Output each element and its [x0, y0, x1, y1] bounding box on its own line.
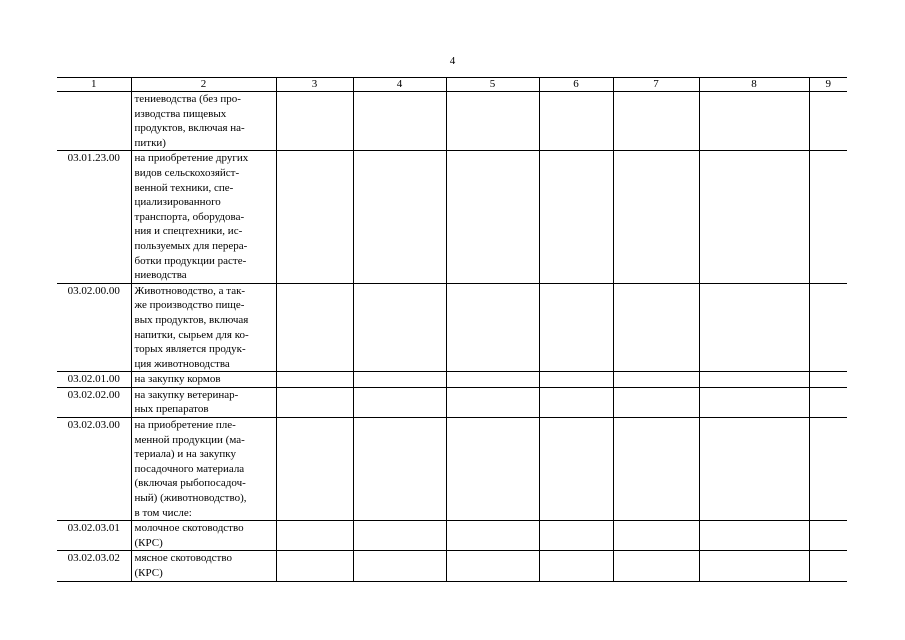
- table-row: [57, 372, 847, 388]
- description-line: на закупку ветеринар-: [134, 388, 239, 401]
- row-description: [131, 551, 276, 581]
- table-row: [57, 521, 847, 551]
- description-line: тениеводства (без про-: [134, 93, 241, 105]
- description-line: ный) (животноводство),: [134, 492, 247, 505]
- empty-cell-col-7: [613, 551, 699, 581]
- row-code: 03.01.23.00: [57, 151, 131, 283]
- row-description: [131, 372, 276, 388]
- empty-cell-col-7: [613, 521, 699, 551]
- empty-cell-col-9: [809, 372, 847, 388]
- empty-cell-col-9: [809, 418, 847, 521]
- column-number-8: 8: [699, 78, 809, 92]
- description-line: венной техники, спе-: [134, 181, 234, 194]
- empty-cell-col-8: [699, 283, 809, 372]
- description-line: ных препаратов: [134, 403, 209, 416]
- empty-cell-col-3: [276, 92, 353, 151]
- row-description: [131, 151, 276, 283]
- empty-cell-col-7: [613, 92, 699, 151]
- table-row: [57, 151, 847, 283]
- row-code: 03.02.00.00: [57, 283, 131, 372]
- row-code: 03.02.03.02: [57, 551, 131, 581]
- empty-cell-col-5: [446, 521, 539, 551]
- empty-cell-col-9: [809, 92, 847, 151]
- row-code: 03.02.03.00: [57, 418, 131, 521]
- empty-cell-col-6: [539, 283, 613, 372]
- description-line: пользуемых для перера-: [134, 239, 248, 252]
- row-code: [57, 92, 131, 151]
- row-description: [131, 92, 276, 151]
- empty-cell-col-5: [446, 283, 539, 372]
- empty-cell-col-7: [613, 387, 699, 417]
- table-body: [57, 92, 847, 582]
- column-number-6: 6: [539, 78, 613, 92]
- empty-cell-col-6: [539, 521, 613, 551]
- description-line: в том числе:: [134, 506, 192, 519]
- empty-cell-col-6: [539, 372, 613, 388]
- description-line: молочное скотоводство: [134, 522, 244, 535]
- empty-cell-col-8: [699, 521, 809, 551]
- description-line: ния и спецтехники, ис-: [134, 225, 243, 238]
- description-line: (КРС): [134, 567, 163, 579]
- empty-cell-col-8: [699, 92, 809, 151]
- empty-cell-col-9: [809, 283, 847, 372]
- row-description: [131, 521, 276, 551]
- empty-cell-col-3: [276, 521, 353, 551]
- empty-cell-col-3: [276, 418, 353, 521]
- empty-cell-col-9: [809, 521, 847, 551]
- table-row: [57, 92, 847, 151]
- description-line: мясное скотоводство: [134, 552, 232, 565]
- description-line: териала) и на закупку: [134, 448, 236, 461]
- column-number-7: 7: [613, 78, 699, 92]
- column-number-4: 4: [353, 78, 446, 92]
- empty-cell-col-7: [613, 418, 699, 521]
- column-number-1: 1: [57, 78, 131, 92]
- description-line: транспорта, оборудова-: [134, 210, 245, 223]
- empty-cell-col-9: [809, 387, 847, 417]
- empty-cell-col-4: [353, 372, 446, 388]
- empty-cell-col-5: [446, 418, 539, 521]
- empty-cell-col-3: [276, 283, 353, 372]
- empty-cell-col-6: [539, 387, 613, 417]
- description-line: продуктов, включая на-: [134, 122, 245, 135]
- description-line: напитки, сырьем для ко-: [134, 328, 249, 341]
- table-row: [57, 551, 847, 581]
- description-line: ция животноводства: [134, 357, 230, 370]
- description-line: ботки продукции расте-: [134, 254, 247, 267]
- description-line: на приобретение других: [134, 152, 249, 165]
- empty-cell-col-8: [699, 372, 809, 388]
- budget-classification-table: [57, 77, 847, 582]
- empty-cell-col-4: [353, 551, 446, 581]
- empty-cell-col-4: [353, 521, 446, 551]
- description-line: торых является продук-: [134, 343, 246, 356]
- row-description: [131, 283, 276, 372]
- description-line: (КРС): [134, 536, 163, 549]
- description-line: изводства пищевых: [134, 107, 227, 120]
- row-description: [131, 418, 276, 521]
- empty-cell-col-4: [353, 92, 446, 151]
- description-line: менной продукции (ма-: [134, 433, 245, 446]
- empty-cell-col-5: [446, 151, 539, 283]
- table-row: [57, 283, 847, 372]
- empty-cell-col-6: [539, 551, 613, 581]
- column-number-9: 9: [809, 78, 847, 92]
- column-number-5: 5: [446, 78, 539, 92]
- description-line: питки): [134, 136, 166, 149]
- column-number-row: [57, 78, 847, 92]
- description-line: вых продуктов, включая: [134, 313, 249, 326]
- empty-cell-col-7: [613, 372, 699, 388]
- empty-cell-col-3: [276, 151, 353, 283]
- description-line: же производство пище-: [134, 299, 245, 312]
- empty-cell-col-7: [613, 283, 699, 372]
- empty-cell-col-8: [699, 551, 809, 581]
- empty-cell-col-9: [809, 151, 847, 283]
- description-line: Животноводство, а так-: [134, 284, 246, 297]
- row-code: 03.02.03.01: [57, 521, 131, 551]
- empty-cell-col-5: [446, 551, 539, 581]
- empty-cell-col-3: [276, 372, 353, 388]
- description-line: (включая рыбопосадоч-: [134, 477, 246, 490]
- description-line: видов сельскохозяйст-: [134, 166, 240, 179]
- empty-cell-col-4: [353, 151, 446, 283]
- empty-cell-col-6: [539, 151, 613, 283]
- table-row: [57, 418, 847, 521]
- empty-cell-col-3: [276, 387, 353, 417]
- empty-cell-col-4: [353, 387, 446, 417]
- empty-cell-col-5: [446, 387, 539, 417]
- row-description: [131, 387, 276, 417]
- column-number-2: 2: [131, 78, 276, 92]
- empty-cell-col-8: [699, 387, 809, 417]
- description-line: ниеводства: [134, 269, 187, 282]
- page-number: 4: [449, 55, 456, 67]
- table-row: [57, 387, 847, 417]
- description-line: на закупку кормов: [134, 373, 221, 386]
- description-line: на приобретение пле-: [134, 419, 236, 432]
- empty-cell-col-3: [276, 551, 353, 581]
- empty-cell-col-5: [446, 92, 539, 151]
- description-line: циализированного: [134, 196, 221, 209]
- row-code: 03.02.02.00: [57, 387, 131, 417]
- empty-cell-col-4: [353, 283, 446, 372]
- empty-cell-col-8: [699, 151, 809, 283]
- empty-cell-col-9: [809, 551, 847, 581]
- empty-cell-col-5: [446, 372, 539, 388]
- empty-cell-col-6: [539, 92, 613, 151]
- empty-cell-col-7: [613, 151, 699, 283]
- column-number-3: 3: [276, 78, 353, 92]
- empty-cell-col-6: [539, 418, 613, 521]
- description-line: посадочного материала: [134, 462, 245, 475]
- row-code: 03.02.01.00: [57, 372, 131, 388]
- empty-cell-col-8: [699, 418, 809, 521]
- empty-cell-col-4: [353, 418, 446, 521]
